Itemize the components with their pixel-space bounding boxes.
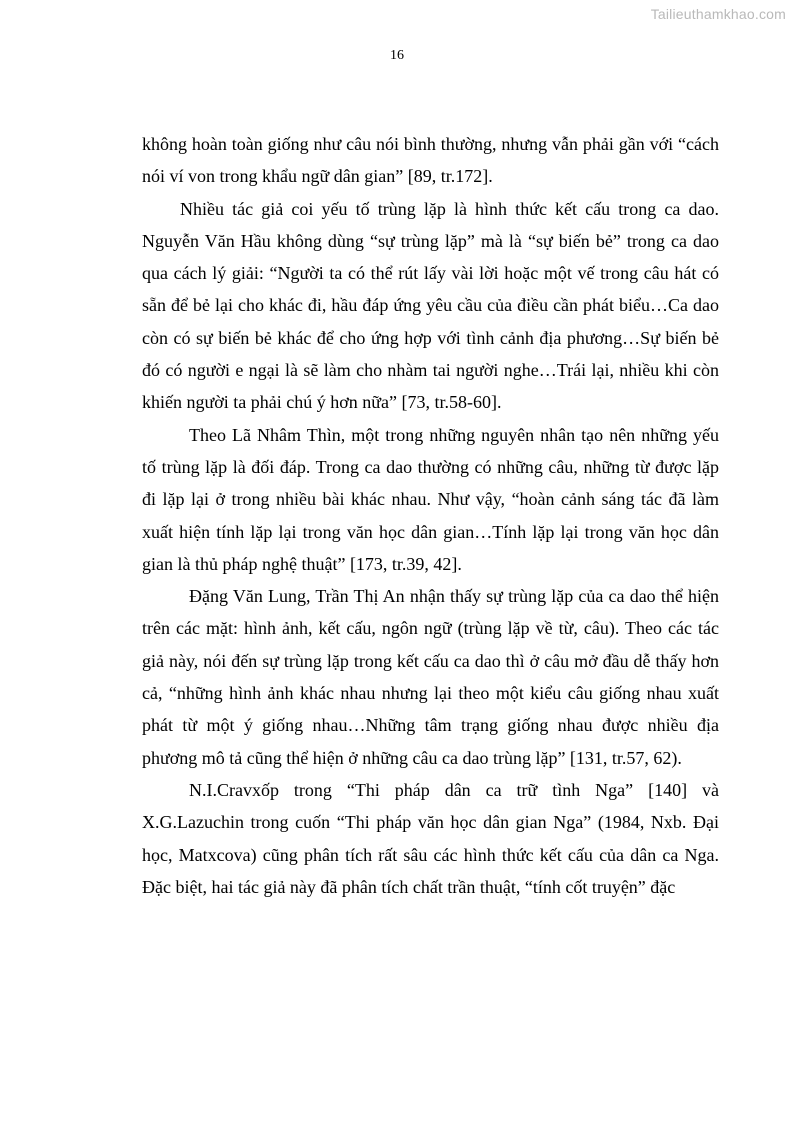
watermark: Tailieuthamkhao.com	[650, 6, 786, 22]
paragraph-continuation: không hoàn toàn giống như câu nói bình thường, nhưng vẫn phải gần với “cách nói ví von trong khẩu ngữ dân gian” [89, tr.172].	[142, 134, 719, 187]
document-body	[142, 128, 719, 903]
paragraph-nguyen-van-hau: Nhiều tác giả coi yếu tố trùng lặp là hình thức kết cấu trong ca dao. Nguyễn Văn Hầu không dùng “sự trùng lặp” mà là “sự biến bẻ” trong ca dao qua cách lý giải: “Người ta có thể rút lấy vài lời hoặc một vế trong câu hát có sẵn để bẻ lại cho khác đi, hầu đáp ứng yêu cầu của điều cần phát biểu…Ca dao còn có sự biến bẻ khác để cho ứng hợp với tình cảnh địa phương…Sự biến bẻ đó có người e ngại là sẽ làm cho nhàm tai người nghe…Trái lại, nhiều khi còn khiến người ta phải chú ý hơn nữa” [73, tr.58-60].	[142, 198, 719, 413]
paragraph-la-nham-thin: Theo Lã Nhâm Thìn, một trong những nguyên nhân tạo nên những yếu tố trùng lặp là đối đáp. Trong ca dao thường có những câu, những từ được lặp đi lặp lại ở trong nhiều bài khác nhau. Như vậy, “hoàn cảnh sáng tác đã làm xuất hiện tính lặp lại trong văn học dân gian…Tính lặp lại trong văn học dân gian là thủ pháp nghệ thuật” [173, tr.39, 42].	[142, 424, 719, 574]
page-number: 16	[390, 48, 404, 63]
paragraph-dang-van-lung: Đặng Văn Lung, Trần Thị An nhận thấy sự trùng lặp của ca dao thể hiện trên các mặt: hình ảnh, kết cấu, ngôn ngữ (trùng lặp về từ, câu). Theo các tác giả này, nói đến sự trùng lặp trong kết cấu ca dao thì ở câu mở đầu dễ thấy hơn cả, “những hình ảnh khác nhau nhưng lại theo một kiểu câu giống nhau xuất phát từ một ý giống nhau…Những tâm trạng giống nhau được nhiều địa phương mô tả cũng thể hiện ở những câu ca dao trùng lặp” [131, tr.57, 62).	[142, 586, 719, 768]
paragraph-cravxop: N.I.Cravxốp trong “Thi pháp dân ca trữ tình Nga” [140] và X.G.Lazuchin trong cuốn “Thi pháp văn học dân gian Nga” (1984, Nxb. Đại học, Matxcova) cũng phân tích rất sâu các hình thức kết cấu của dân ca Nga. Đặc biệt, hai tác giả này đã phân tích chất trần thuật, “tính cốt truyện” đặc	[142, 779, 719, 897]
